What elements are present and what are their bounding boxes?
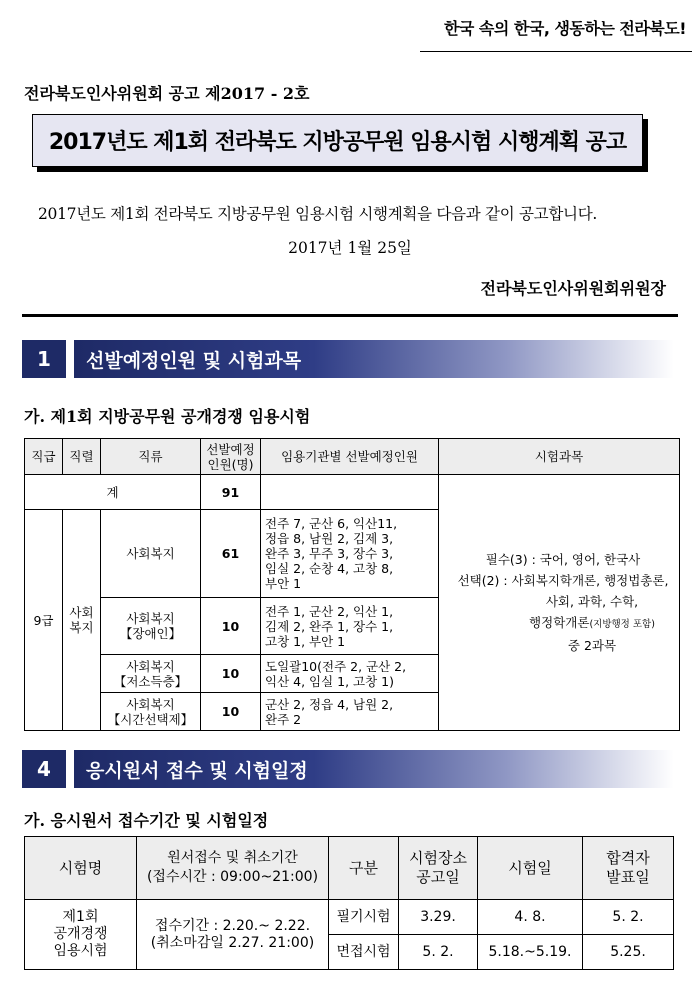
signer: 전라북도인사위원회위원장 (480, 279, 666, 298)
slogan: 한국 속의 한국, 생동하는 전라북도! (443, 19, 686, 38)
table-header-row (25, 837, 674, 900)
header-series: 직렬 (63, 439, 101, 475)
header-grade: 직급 (25, 439, 63, 475)
category-cell: 면접시험 (329, 935, 399, 970)
type-cell: 사회복지 【저소득층】 (101, 655, 201, 693)
header-allocation: 임용기관별 선발예정인원 (261, 439, 439, 475)
header-category: 구분 (329, 837, 399, 900)
count-cell: 61 (201, 510, 261, 598)
header-subjects: 시험과목 (439, 439, 680, 475)
header-exam-date: 시험일 (478, 837, 583, 900)
header-result-date: 합격자 발표일 (583, 837, 674, 900)
venue-notice-cell: 3.29. (399, 900, 478, 935)
series-cell: 사회 복지 (63, 510, 101, 731)
subjects-elective-3: 행정학개론 (529, 615, 590, 630)
exam-date-cell: 4. 8. (478, 900, 583, 935)
subjects-elective-4: 중 2과목 (567, 638, 617, 653)
section-4-title: 응시원서 접수 및 시험일정 (74, 750, 674, 788)
schedule-table (24, 836, 674, 970)
result-date-cell: 5.25. (583, 935, 674, 970)
table-header-row (25, 439, 680, 475)
header-venue-notice: 시험장소 공고일 (399, 837, 478, 900)
notice-date: 2017년 1월 25일 (288, 239, 412, 257)
category-cell: 필기시험 (329, 900, 399, 935)
notice-number: 전라북도인사위원회 공고 제2017 - 2호 (24, 84, 310, 103)
grade-cell: 9급 (25, 510, 63, 731)
exam-name-cell: 제1회 공개경쟁 임용시험 (25, 900, 137, 970)
header-count (201, 439, 261, 475)
section-1-number: 1 (22, 340, 66, 378)
recruitment-table (24, 438, 680, 731)
section-1-title: 선발예정인원 및 시험과목 (74, 340, 674, 378)
count-cell: 10 (201, 655, 261, 693)
count-cell: 10 (201, 598, 261, 655)
document-title: 2017년도 제1회 전라북도 지방공무원 임용시험 시행계획 공고 (32, 114, 643, 167)
period-cell: 접수기간 : 2.20.~ 2.22. (취소마감일 2.27. 21:00) (137, 900, 329, 970)
section-4-subheading: 가. 응시원서 접수기간 및 시험일정 (24, 811, 269, 830)
table-row (25, 900, 674, 935)
total-value: 91 (201, 475, 261, 510)
divider (22, 314, 678, 317)
subjects-elective-2: 사회, 과학, 수학, (545, 594, 639, 609)
header-period: 원서접수 및 취소기간 (접수시간 : 09:00~21:00) (137, 837, 329, 900)
type-cell: 사회복지 【시간선택제】 (101, 693, 201, 731)
section-4-number: 4 (22, 750, 66, 788)
subjects-elective-3-line (449, 612, 677, 635)
header-exam-name: 시험명 (25, 837, 137, 900)
allocation-cell: 군산 2, 정읍 4, 남원 2, 완주 2 (261, 693, 439, 731)
allocation-cell: 전주 7, 군산 6, 익산11, 정읍 8, 남원 2, 김제 3, 완주 3, 무주 3, 장수 3, 임실 2, 순창 4, 고창 8, 부안 1 (261, 510, 439, 598)
subjects-required: 필수(3) : 국어, 영어, 한국사 (485, 552, 641, 567)
type-cell: 사회복지 (101, 510, 201, 598)
total-allocation (261, 475, 439, 510)
section-1-subheading: 가. 제1회 지방공무원 공개경쟁 임용시험 (24, 407, 311, 426)
total-row (25, 475, 680, 510)
subjects-elective-3-note: (지방행정 포함) (589, 619, 655, 630)
header-type: 직류 (101, 439, 201, 475)
type-cell: 사회복지 【장애인】 (101, 598, 201, 655)
allocation-cell: 전주 1, 군산 2, 익산 1, 김제 2, 완주 1, 장수 1, 고창 1, 부안 1 (261, 598, 439, 655)
exam-date-cell: 5.18.~5.19. (478, 935, 583, 970)
intro-text: 2017년도 제1회 전라북도 지방공무원 임용시험 시행계획을 다음과 같이 공고합니다. (38, 205, 597, 223)
subjects-elective-1: 선택(2) : 사회복지학개론, 행정법총론, (457, 573, 669, 588)
total-label: 계 (25, 475, 201, 510)
count-cell: 10 (201, 693, 261, 731)
allocation-cell: 도일괄10(전주 2, 군산 2, 익산 4, 임실 1, 고창 1) (261, 655, 439, 693)
subjects-cell (439, 475, 680, 731)
result-date-cell: 5. 2. (583, 900, 674, 935)
slogan-underline (420, 51, 692, 52)
header-count-text: 선발예정 인원(명) (206, 441, 255, 472)
venue-notice-cell: 5. 2. (399, 935, 478, 970)
